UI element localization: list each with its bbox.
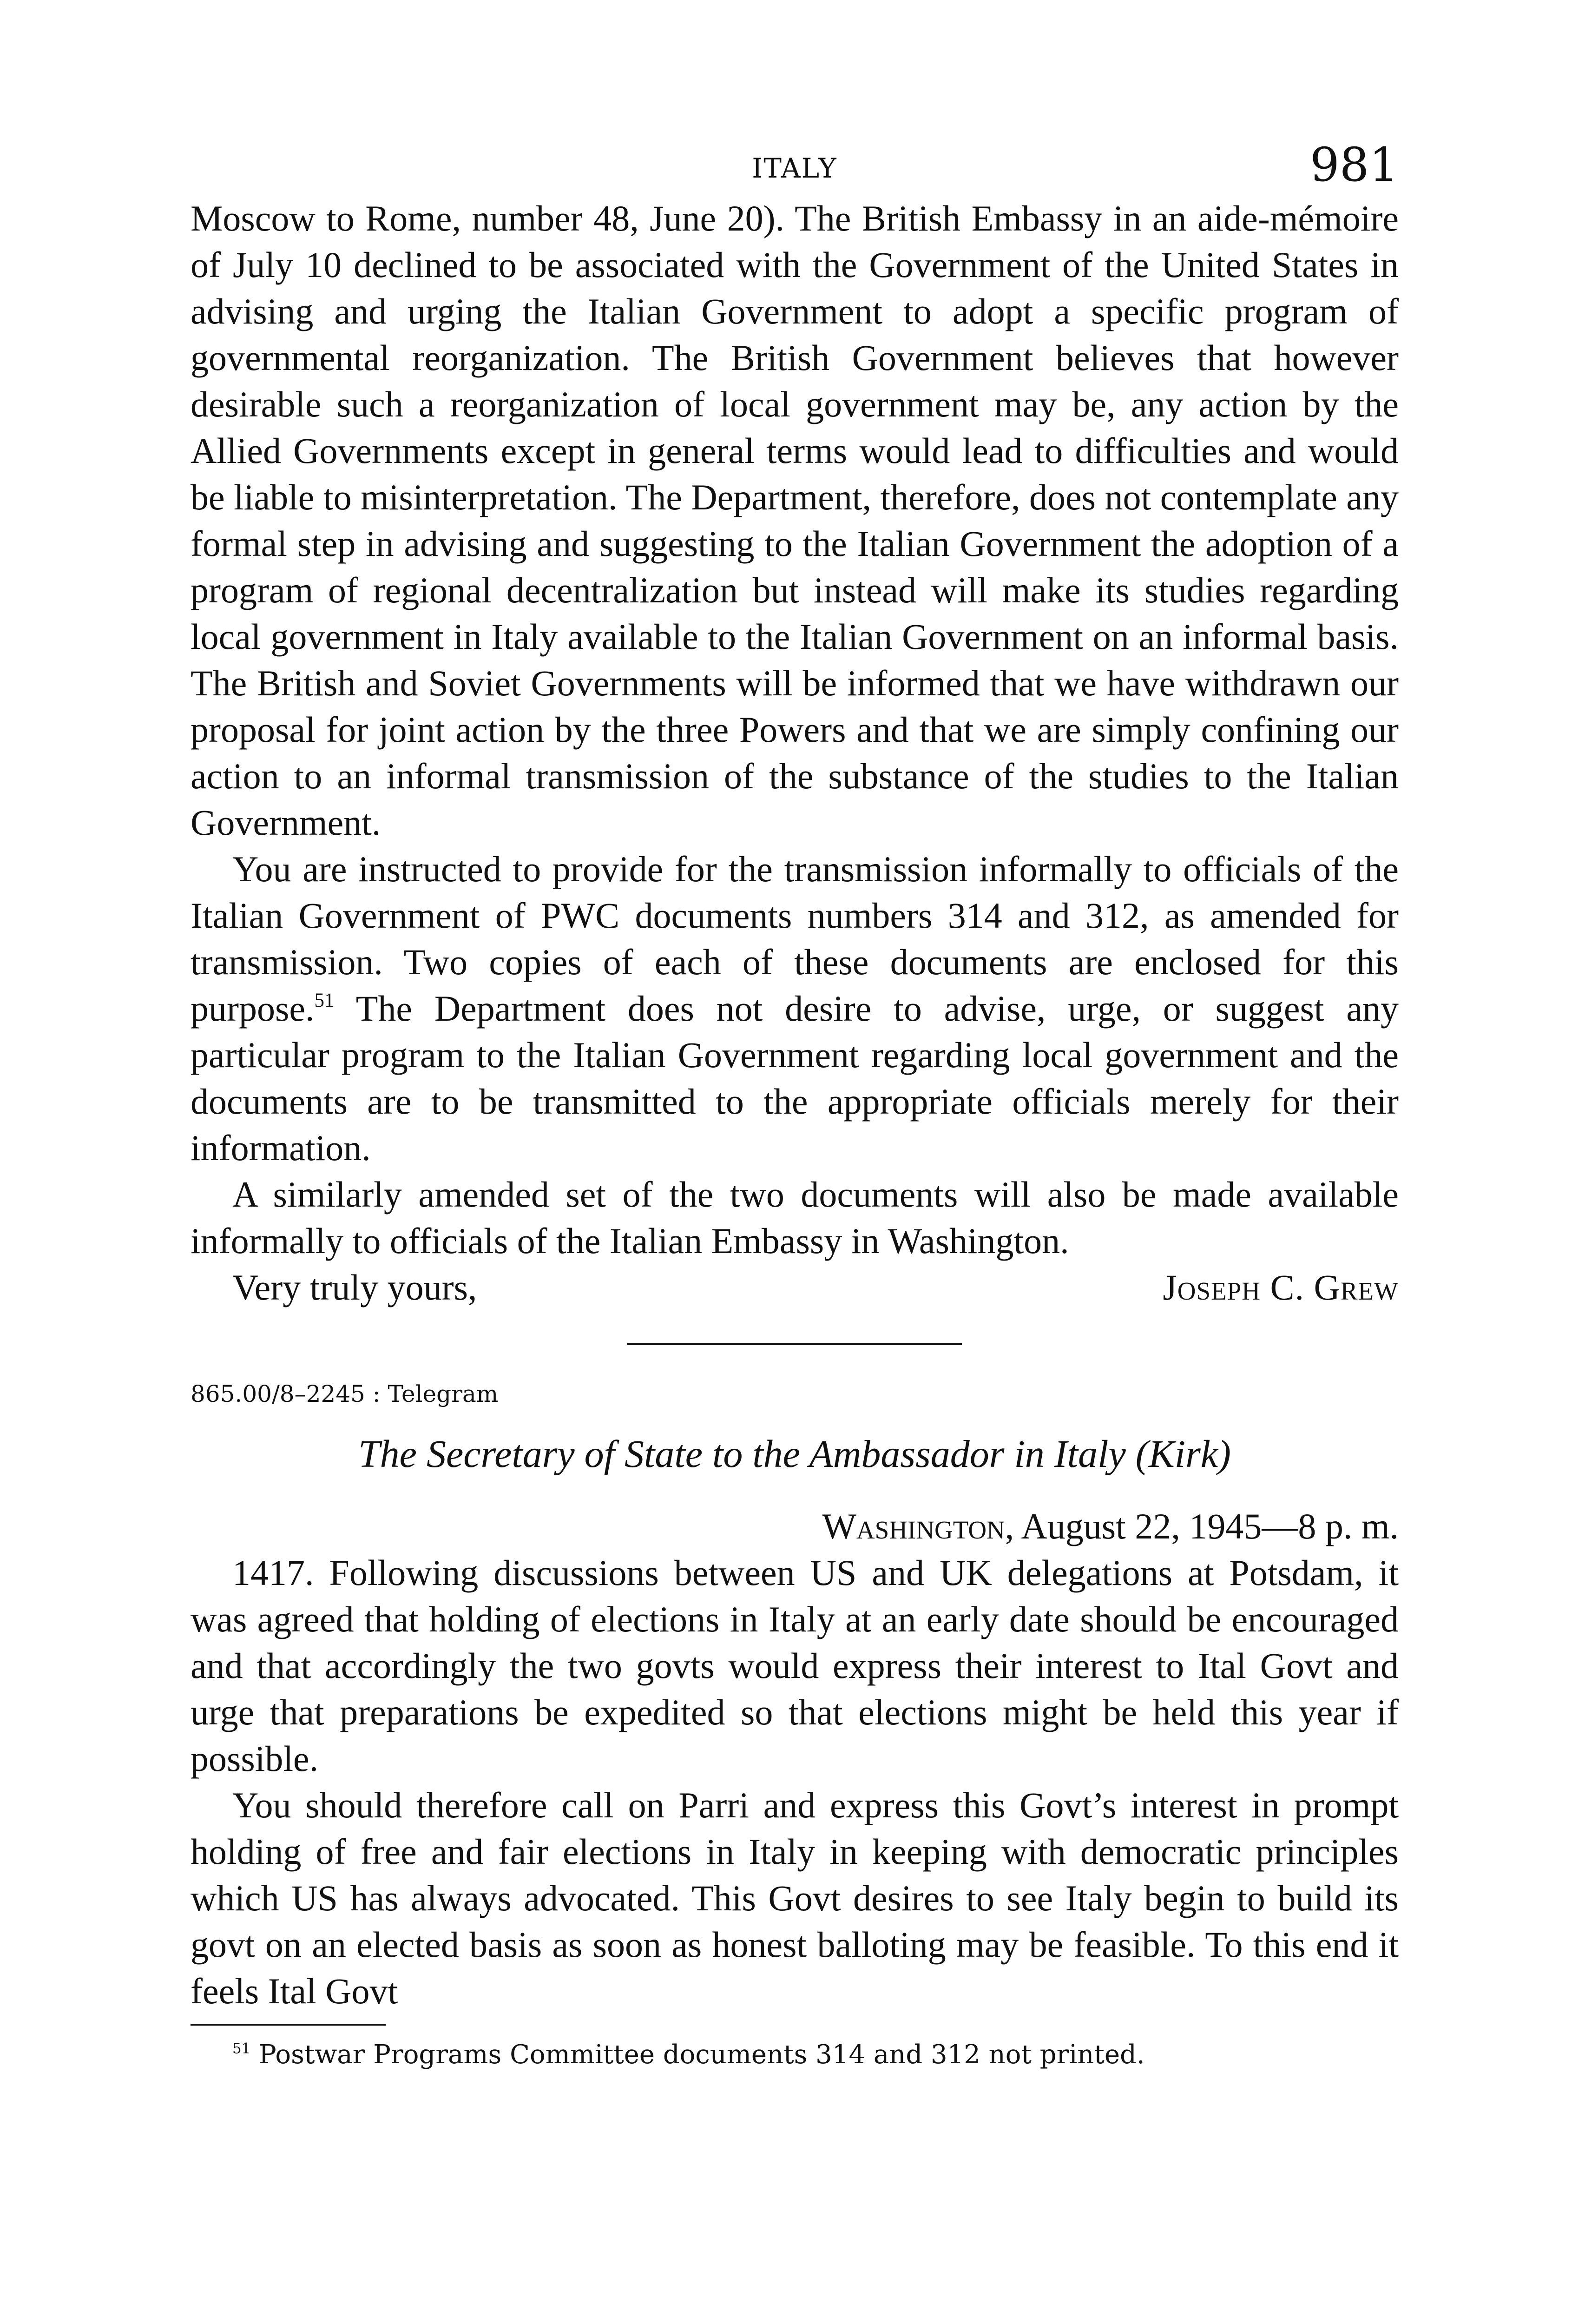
file-reference: 865.00/8–2245 : Telegram bbox=[191, 1380, 499, 1407]
telegram-title: The Secretary of State to the Ambassador in Italy (Kirk) bbox=[358, 1433, 1231, 1476]
signature: Joseph C. Grew bbox=[1163, 1267, 1399, 1307]
dateline-date: August 22, 1945—8 p. m. bbox=[1014, 1506, 1399, 1546]
letter-paragraph-3: A similarly amended set of the two documents will also be made available informally to officials of the Italian Embassy in Washington. bbox=[191, 1174, 1399, 1261]
footnote bbox=[232, 2038, 1399, 2072]
letter-paragraph-2 bbox=[191, 846, 1399, 1171]
document-page bbox=[191, 139, 1399, 2072]
telegram-paragraph-1: 1417. Following discussions between US and UK delegations at Potsdam, it was agreed that holding of elections in Italy at an early date should be encouraged and that accordingly the two govts would express their interest to Ital Govt and urge that preparations be expedited so that elections might be held this year if possible. bbox=[191, 1552, 1399, 1779]
letter-paragraph-1: Moscow to Rome, number 48, June 20). The British Embassy in an aide-mémoire of July 10 declined to be associated with the Government of the United States in advising and urging the Italian Government to adopt a specific program of governmental reorganization. The British Government believes that however desirable such a reorganization of local government may be, any action by the Allied Governments except in general terms would lead to difficulties and would be liable to misinterpretation. The Department, therefore, does not contemplate any formal step in advising and suggesting to the Italian Government the adoption of a program of regional decentralization but instead will make its studies regarding local government in Italy available to the Italian Government on an informal basis. The British and Soviet Governments will be informed that we have withdrawn our proposal for joint action by the three Powers and that we are simply confining our action to an informal transmission of the substance of the studies to the Italian Government. bbox=[191, 198, 1399, 843]
running-header bbox=[191, 139, 1399, 195]
dateline bbox=[191, 1503, 1399, 1550]
paragraph-text: You are instructed to provide for the transmission informally to officials of the Italian Government of PWC documents numbers 314 and 312, as amended for transmission. Two copies of each of these documents are enclosed for this purpose. bbox=[191, 849, 1399, 1029]
paragraph-text: The Department does not desire to advise, urge, or suggest any particular program to the Italian Government regarding local government and the documents are to be transmitted to the appropriate officials merely for their information. bbox=[191, 988, 1399, 1168]
letter-closing bbox=[191, 1264, 1399, 1311]
page-number: 981 bbox=[1310, 138, 1399, 192]
footnote-reference: 51 bbox=[314, 989, 335, 1011]
running-title: ITALY bbox=[752, 152, 837, 184]
footnote-text: Postwar Programs Committee documents 314 and 312 not printed. bbox=[250, 2040, 1145, 2070]
footnote-number: 51 bbox=[232, 2040, 251, 2057]
salutation: Very truly yours, bbox=[232, 1267, 477, 1307]
section-divider bbox=[627, 1343, 962, 1345]
telegram-body bbox=[191, 1550, 1399, 2014]
footnote-divider bbox=[191, 2024, 386, 2026]
telegram-paragraph-2: You should therefore call on Parri and express this Govt’s interest in prompt holding of free and fair elections in Italy in keeping with democratic principles which US has always advocated. This Govt desires to see Italy begin to build its govt on an elected basis as soon as honest balloting may be feasible. To this end it feels Ital Govt bbox=[191, 1785, 1399, 2011]
letter-body bbox=[191, 195, 1399, 1264]
dateline-place: Washington, bbox=[822, 1506, 1014, 1546]
